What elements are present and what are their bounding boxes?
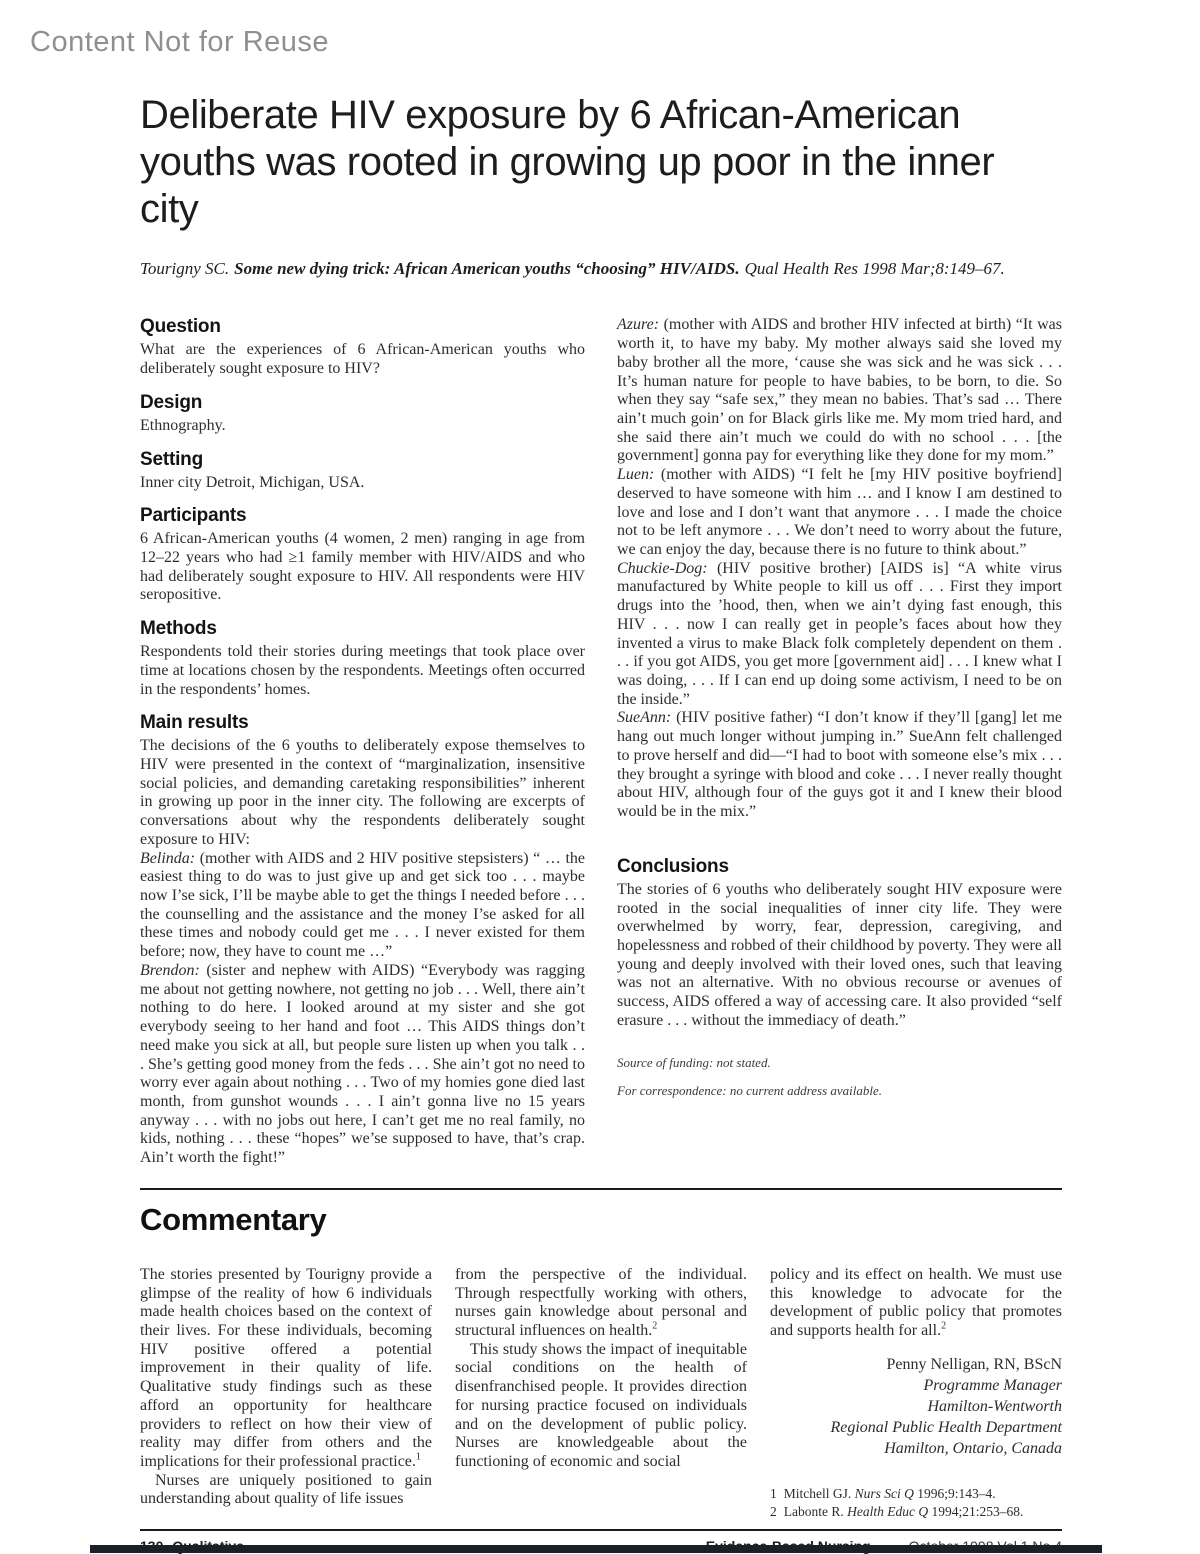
commentary-column-1 [140, 1266, 432, 1521]
reference-1-number: 1 [770, 1486, 777, 1502]
reference-marker-1: 1 [415, 1451, 421, 1463]
question-text: What are the experiences of 6 African-American youths who deliberately sought exposure to HIV? [140, 341, 585, 378]
reference-1-details: 1996;9:143–4. [913, 1486, 996, 1502]
quote-sueann [617, 709, 1062, 821]
quote-sueann-speaker: SueAnn: [617, 709, 672, 727]
main-results-heading: Main results [140, 712, 249, 734]
reference-1-authors: Mitchell GJ. [783, 1486, 855, 1502]
commentary-col1-paragraph-2: Nurses are uniquely positioned to gain understanding about quality of life issues [140, 1471, 432, 1508]
reference-item-1 [770, 1485, 1062, 1503]
quote-belinda-speaker: Belinda: [140, 849, 196, 867]
quote-chuckie-dog-text: (HIV positive brother) [AIDS is] “A white virus manufactured by White people to kill us off . . . First they import drugs into the ’hood, then, when we ain’t dying fast enough, this HIV . . . now I can really get in people’s faces about how they invented a virus to make Black folk completely dependent on them . . . if you got AIDS, you get more [government aid] . . . I knew what I was doing, . . . If I can end up doing some activism, I need to be on the inside.” [617, 559, 1062, 708]
setting-heading: Setting [140, 448, 203, 470]
commentary-col1-p1-text: The stories presented by Tourigny provide a glimpse of the reality of how 6 individuals made health choices based on the context of their lives. For these individuals, becoming HIV positive offered a potential improvement in their quality of life. Qualitative study findings such as these afford an opportunity for healthcare providers to reflect on how their view of reality may differ from others and the implications for their professional practice. [140, 1265, 432, 1471]
quote-chuckie-dog [617, 560, 1062, 710]
reference-marker-3: 2 [941, 1320, 947, 1332]
conclusions-heading: Conclusions [617, 855, 729, 877]
footer-divider [140, 1529, 1062, 1531]
commentator-role: Programme Manager [923, 1376, 1062, 1394]
methods-heading: Methods [140, 618, 217, 640]
participants-text: 6 African-American youths (4 women, 2 men) ranging in age from 12–22 years who had ≥1 family member with HIV/AIDS and who had deliberately sought exposure to HIV. All respondents were HIV seropositive. [140, 530, 585, 604]
main-results-intro: The decisions of the 6 youths to deliberately expose themselves to HIV were presented in the context of “marginalization, insensitive social policies, and demanding caretaking responsibilities” inherent in growing up poor in the inner city. The following are excerpts of conversations about why the respondents deliberately sought exposure to HIV: [140, 737, 585, 848]
commentary-heading: Commentary [140, 1201, 327, 1237]
citation-author: Tourigny SC. [140, 259, 230, 279]
quote-luen [617, 466, 1062, 560]
commentary-col3-paragraph-1 [770, 1266, 1062, 1341]
setting-text: Inner city Detroit, Michigan, USA. [140, 473, 365, 491]
question-heading: Question [140, 316, 221, 338]
article-title: Deliberate HIV exposure by 6 African-American youths was rooted in growing up poor in the inner city [140, 93, 995, 231]
commentary-col2-paragraph-1 [455, 1266, 747, 1341]
commentator-org-3: Hamilton, Ontario, Canada [884, 1440, 1062, 1458]
quote-azure-speaker: Azure: [617, 316, 660, 334]
article-page [140, 0, 1062, 1554]
reference-marker-2: 2 [652, 1320, 658, 1332]
quote-sueann-text: (HIV positive father) “I don’t know if they’ll [gang] let me hang out much longer without jumping in.” SueAnn felt challenged to prove herself and did—“I had to boot with someone else’s mix . . . they brought a syringe with blood and coke . . . I never really thought about HIV, although four of the guys got it and I knew their blood would be in the mix.” [617, 709, 1062, 821]
reference-2-authors: Labonte R. [783, 1503, 848, 1519]
participants-heading: Participants [140, 505, 247, 527]
citation [140, 259, 1062, 279]
abstract-right-column [617, 316, 1062, 1167]
reference-1-journal: Nurs Sci Q [854, 1486, 914, 1502]
reference-2-journal: Health Educ Q [847, 1503, 929, 1519]
quote-belinda-text: (mother with AIDS and 2 HIV positive stepsisters) “ … the easiest thing to do was to just give up and get sick too . . . maybe now I’se sick, I’ll be maybe able to get the things I needed before . . . the counselling and the assistance and the money I’se asked for all these times and nobody could get me . . . I never existed for them before; now, they have to count me …” [140, 849, 585, 961]
abstract [140, 316, 1062, 1167]
watermark: Content Not for Reuse [30, 26, 330, 58]
methods-text: Respondents told their stories during meetings that took place over time at locations chosen by the respondents. Meetings often occurred in the respondents’ homes. [140, 643, 585, 698]
commentary-col2-paragraph-2: This study shows the impact of inequitable social conditions on the health of disenfranchised people. It provides direction for nursing practice focused on individuals and on the development of public policy. Nurses are knowledgeable about the functioning of economic and social [455, 1340, 747, 1471]
commentator-org-1: Hamilton-Wentworth [927, 1397, 1062, 1415]
citation-title: Some new dying trick: African American youths “choosing” HIV/AIDS. [234, 259, 740, 279]
quote-chuckie-dog-speaker: Chuckie-Dog: [617, 559, 708, 577]
quote-brendon [140, 962, 585, 1168]
quote-azure [617, 316, 1062, 466]
quote-luen-text: (mother with AIDS) “I felt he [my HIV positive boyfriend] deserved to have someone with him … and I know I am destined to love and lose and I don’t want that anymore . . . I made the choice not to be left anymore . . . We don’t need to worry about the future, we can enjoy the day, because there is no future to think about.” [617, 466, 1062, 559]
correspondence-note: For correspondence: no current address available. [617, 1082, 883, 1098]
commentator-signature [770, 1354, 1062, 1460]
funding-note: Source of funding: not stated. [617, 1054, 771, 1070]
conclusions-text: The stories of 6 youths who deliberately sought HIV exposure were rooted in the social inequalities of inner city life. They were overwhelmed by worry, fear, depression, caregiving, and hopelessness and robbed of their childhood by poverty. They were all young and deeply involved with their loved ones, such that leaving was not an alternative. With no obvious recourse or avenues of success, AIDS offered a way of accessing care. It also provided “self erasure . . . without the immediacy of death.” [617, 880, 1062, 1029]
quote-belinda [140, 850, 585, 962]
commentary-col3-p1-text: policy and its effect on health. We must use this knowledge to advocate for the development of public policy that promotes and supports health for all. [770, 1265, 1062, 1339]
commentator-name: Penny Nelligan, RN, BScN [886, 1355, 1062, 1373]
commentator-org-2: Regional Public Health Department [830, 1419, 1062, 1437]
quote-azure-text: (mother with AIDS and brother HIV infected at birth) “It was worth it, to have my baby. My mother always said she loved my baby brother all the more, ‘cause she was sick and he was sick . . . It’s human nature for people to have babies, to be born, to die. So when they say “safe sex,” they mean no babies. That’s sad … There ain’t much goin’ on for Black girls like me. My mom tried hard, and she said there ain’t much we could do with no school . . . [the government] gonna pay for everything like they done for my mom.” [617, 316, 1062, 465]
page-edge-bar [90, 1545, 1102, 1553]
commentary-divider [140, 1188, 1062, 1190]
design-text: Ethnography. [140, 416, 226, 434]
commentary-col1-paragraph-1 [140, 1266, 432, 1472]
commentary-column-2 [455, 1266, 747, 1521]
reference-item-2 [770, 1503, 1062, 1521]
reference-2-details: 1994;21:253–68. [928, 1503, 1024, 1519]
quote-luen-speaker: Luen: [617, 466, 655, 484]
abstract-left-column [140, 316, 585, 1167]
commentary-col2-p1-text: from the perspective of the individual. Through respectfully working with others, nurses gain knowledge about personal and structural influences on health. [455, 1265, 747, 1339]
quote-brendon-speaker: Brendon: [140, 961, 200, 979]
design-heading: Design [140, 391, 203, 413]
commentary-column-3 [770, 1266, 1062, 1521]
quote-brendon-text: (sister and nephew with AIDS) “Everybody was ragging me about not getting nowhere, not getting no job . . . Well, there ain’t nothing to do here. I looked around at my sister and she got everybody seeing to her hand and foot … This AIDS things don’t need make you sick at all, but people sure listen up when you talk . . . She’s getting good money from the feds . . . She ain’t got no need to worry ever again about nothing . . . Two of my homies gone died last month, from gunshot wounds . . . I ain’t gonna live no 15 years anyway . . . with no jobs out here, I can’t get me no real family, no kids, nothing . . . these “hopes” we’se supposed to have, that’s crap. Ain’t worth the fight!” [140, 961, 585, 1167]
reference-list [770, 1485, 1062, 1520]
citation-source: Qual Health Res 1998 Mar;8:149–67. [744, 259, 1005, 279]
commentary [140, 1266, 1062, 1521]
reference-2-number: 2 [770, 1503, 777, 1519]
